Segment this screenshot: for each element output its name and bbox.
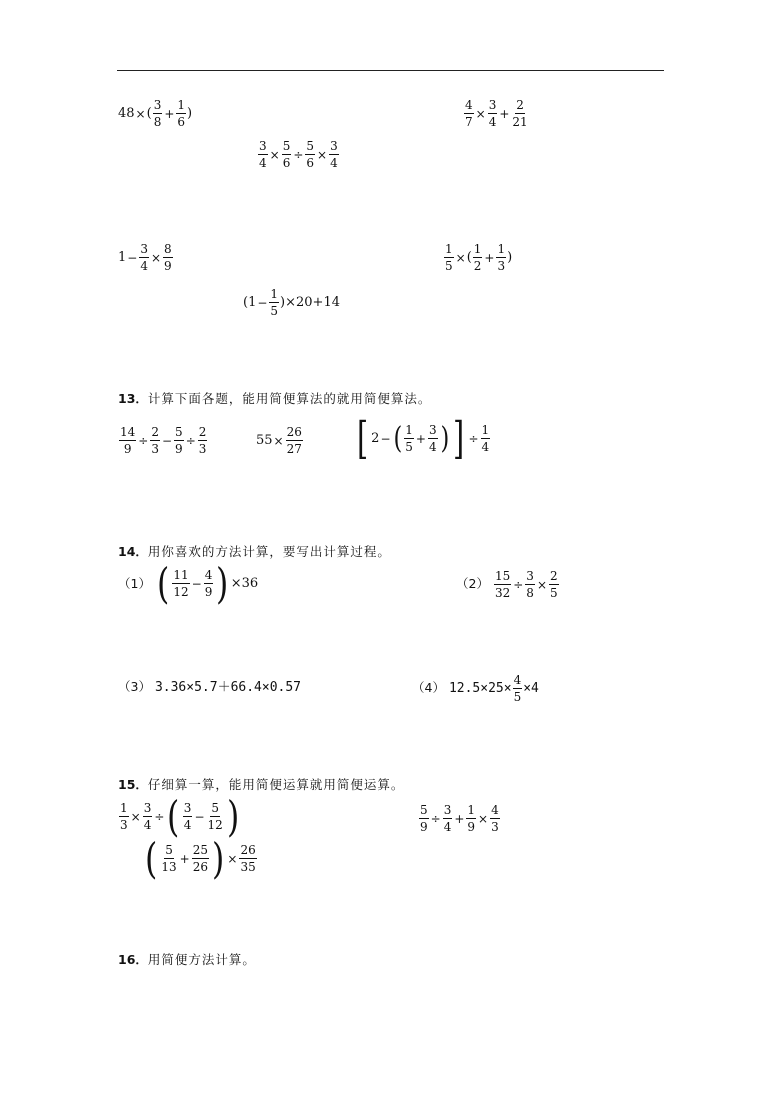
numerator: 4 [465, 98, 473, 112]
fraction [119, 426, 136, 455]
numerator: 1 [120, 801, 128, 816]
numerator: 8 [164, 242, 172, 256]
divide-sign: ÷ [293, 147, 304, 162]
numerator: 4 [513, 673, 522, 687]
denominator: 9 [175, 442, 183, 456]
fraction [153, 99, 163, 128]
fraction [490, 804, 500, 833]
fraction [258, 140, 268, 169]
numerator: 14 [120, 425, 136, 439]
numerator: 1 [177, 98, 186, 112]
paren: ) [187, 106, 193, 121]
paren: ( [392, 420, 402, 456]
times-sign: × [227, 851, 238, 866]
denominator: 5 [550, 586, 558, 600]
denominator: 32 [494, 586, 511, 600]
fraction [150, 426, 160, 455]
question-text: 仔细算一算，能用简便运算就用简便运算。 [147, 777, 405, 792]
fraction [481, 424, 491, 453]
fraction [176, 99, 186, 128]
numerator: 3 [183, 801, 192, 816]
plus-sign: + [179, 851, 190, 866]
q13-expr-1 [118, 426, 208, 455]
part-label: （4） [412, 680, 445, 696]
divide-sign: ÷ [468, 431, 479, 446]
numerator: 11 [173, 568, 189, 583]
fraction [511, 99, 528, 128]
numerator: 2 [516, 98, 524, 112]
fraction [172, 569, 189, 598]
fraction [269, 288, 279, 317]
fraction [496, 243, 506, 272]
plus-sign: + [415, 431, 426, 446]
bracket: ] [453, 413, 465, 464]
numerator: 5 [211, 801, 219, 816]
numerator: 4 [204, 568, 213, 583]
fraction [494, 570, 511, 599]
denominator: 5 [270, 304, 279, 318]
part-label: （2） [456, 576, 489, 592]
paren: ) [226, 792, 240, 841]
divide-sign: ÷ [138, 433, 149, 448]
expr-three-quarters-chain [257, 140, 340, 169]
numerator: 3 [153, 98, 162, 112]
q14-part-4 [412, 674, 539, 703]
question-number: 14． [118, 544, 148, 559]
numerator: 3 [143, 801, 152, 816]
denominator: 4 [143, 818, 152, 833]
fraction [163, 243, 173, 272]
denominator: 5 [513, 690, 522, 704]
q14-part-2 [456, 570, 560, 599]
fraction [428, 424, 438, 453]
denominator: 3 [198, 442, 207, 456]
fraction [204, 569, 214, 598]
decimal-expression: 12.5×25× [448, 681, 512, 696]
q14-part-1 [118, 559, 259, 608]
question-14-title [118, 542, 391, 560]
denominator: 13 [161, 860, 177, 875]
numerator: 5 [306, 139, 315, 153]
number: 55 [256, 433, 273, 448]
numerator: 3 [330, 139, 338, 153]
fraction [488, 99, 498, 128]
times-sign: × [273, 433, 284, 448]
denominator: 4 [443, 820, 452, 834]
denominator: 9 [420, 820, 428, 834]
denominator: 3 [497, 259, 506, 273]
question-16-title [118, 950, 256, 968]
minus-sign: − [257, 295, 268, 310]
question-text: 计算下面各题，能用简便算法的就用简便算法。 [147, 391, 432, 406]
numerator: 3 [443, 803, 452, 817]
denominator: 21 [512, 115, 528, 129]
numerator: 26 [286, 425, 302, 439]
times-sign: × [475, 106, 486, 121]
q13-expr-2 [256, 426, 304, 455]
q13-expr-3 [354, 413, 491, 464]
numerator: 1 [405, 423, 413, 438]
denominator: 6 [306, 156, 315, 170]
question-number: 16． [118, 952, 148, 967]
fraction [119, 802, 129, 831]
minus-sign: − [161, 433, 173, 448]
numerator: 1 [497, 242, 506, 256]
paren: ( [466, 250, 472, 265]
denominator: 8 [526, 586, 534, 600]
fraction [466, 804, 476, 833]
question-text: 用简便方法计算。 [147, 952, 256, 967]
question-text: 用你喜欢的方法计算，要写出计算过程。 [147, 544, 391, 559]
numerator: 1 [445, 242, 453, 256]
minus-sign: − [191, 576, 202, 591]
numerator: 5 [420, 803, 428, 817]
plus-sign: + [484, 250, 495, 265]
divide-sign: ÷ [430, 811, 441, 826]
denominator: 2 [473, 259, 482, 273]
denominator: 5 [445, 259, 453, 273]
denominator: 8 [153, 115, 162, 129]
fraction [139, 243, 149, 272]
fraction [239, 844, 256, 873]
expression-tail: )×20+14 [280, 295, 340, 310]
fraction [549, 570, 559, 599]
numerator: 2 [151, 425, 159, 439]
times-sign: × [135, 106, 146, 121]
part-label: （1） [118, 575, 151, 591]
denominator: 4 [183, 818, 192, 833]
numerator: 3 [488, 98, 497, 112]
denominator: 7 [465, 115, 473, 129]
fraction [404, 424, 414, 453]
minus-sign: − [194, 809, 205, 824]
divide-sign: ÷ [154, 809, 165, 824]
paren: ( [167, 792, 180, 841]
numerator: 25 [192, 843, 209, 858]
number: 48 [118, 106, 135, 121]
fraction [513, 674, 523, 703]
denominator: 9 [204, 585, 213, 600]
fraction [160, 844, 177, 873]
numerator: 5 [175, 425, 183, 439]
paren: ( [145, 834, 158, 883]
denominator: 4 [330, 156, 338, 170]
numerator: 1 [481, 423, 490, 438]
expression-tail: ×36 [230, 576, 259, 592]
question-15-title [118, 775, 404, 793]
denominator: 35 [240, 860, 256, 875]
plus-sign: + [164, 106, 175, 121]
question-number: 15． [118, 777, 148, 792]
expr-one-minus-fifth [243, 288, 340, 317]
denominator: 9 [164, 259, 172, 273]
paren: ( [146, 106, 152, 121]
plus-sign: + [499, 106, 510, 121]
numerator: 4 [491, 803, 499, 817]
denominator: 3 [151, 442, 159, 456]
denominator: 6 [177, 115, 186, 129]
expression-tail: ×4 [523, 681, 539, 696]
denominator: 4 [481, 440, 490, 455]
fraction [305, 140, 315, 169]
fraction [192, 844, 209, 873]
numerator: 3 [428, 423, 437, 438]
numerator: 5 [282, 139, 291, 153]
fraction [443, 804, 453, 833]
question-13-title [118, 389, 431, 407]
minus-sign: − [127, 250, 138, 265]
times-sign: × [269, 147, 280, 162]
number: (1 [243, 295, 257, 310]
number: 1 [118, 250, 127, 265]
fraction [282, 140, 292, 169]
times-sign: × [130, 809, 141, 824]
decimal-expression: 3.36×5.7＋66.4×0.57 [154, 680, 302, 695]
q15-expr-1 [118, 792, 241, 841]
numerator: 2 [198, 425, 207, 439]
denominator: 4 [259, 156, 267, 170]
paren: ) [507, 250, 513, 265]
bracket: [ [357, 413, 369, 464]
paren: ) [216, 559, 229, 608]
times-sign: × [455, 250, 466, 265]
numerator: 3 [140, 242, 148, 256]
denominator: 4 [488, 115, 497, 129]
divide-sign: ÷ [185, 433, 196, 448]
times-sign: × [536, 577, 547, 592]
plus-sign: + [454, 811, 465, 826]
denominator: 9 [467, 820, 476, 834]
fraction [464, 99, 474, 128]
denominator: 12 [207, 818, 223, 833]
denominator: 6 [282, 156, 291, 170]
numerator: 15 [494, 569, 511, 583]
fraction [174, 426, 184, 455]
fraction [198, 426, 208, 455]
denominator: 4 [140, 259, 148, 273]
expr-one-fifth-times-sum [443, 243, 512, 272]
number: 2 [371, 431, 380, 447]
numerator: 3 [259, 139, 267, 153]
fraction [473, 243, 483, 272]
fraction [183, 802, 193, 831]
denominator: 3 [491, 820, 499, 834]
numerator: 2 [550, 569, 558, 583]
denominator: 3 [120, 818, 128, 833]
q14-part-3 [118, 681, 301, 694]
fraction [525, 570, 535, 599]
part-label: （3） [118, 679, 151, 695]
times-sign: × [150, 250, 162, 265]
denominator: 12 [173, 585, 189, 600]
fraction [329, 140, 339, 169]
expr-one-minus [118, 243, 174, 272]
expr-four-sevenths [463, 99, 530, 128]
fraction [444, 243, 454, 272]
numerator: 26 [240, 843, 256, 858]
header-rule [117, 70, 664, 71]
numerator: 1 [270, 287, 279, 301]
fraction [207, 802, 224, 831]
fraction [419, 804, 429, 833]
denominator: 26 [192, 860, 209, 875]
fraction [143, 802, 153, 831]
paren: ) [212, 834, 225, 883]
divide-sign: ÷ [513, 577, 524, 592]
numerator: 5 [165, 843, 173, 858]
numerator: 1 [467, 803, 476, 817]
fraction [286, 426, 303, 455]
numerator: 1 [473, 242, 482, 256]
paren: ) [440, 420, 449, 456]
expr-48-times-sum [118, 99, 192, 128]
denominator: 5 [405, 440, 413, 455]
q15-expr-3 [143, 834, 258, 883]
times-sign: × [478, 811, 489, 826]
denominator: 27 [286, 442, 302, 456]
denominator: 9 [123, 442, 132, 456]
minus-sign: − [380, 431, 391, 446]
paren: ( [157, 559, 170, 608]
denominator: 4 [428, 440, 437, 455]
times-sign: × [317, 147, 328, 162]
question-number: 13． [118, 391, 148, 406]
q15-expr-2 [418, 804, 501, 833]
numerator: 3 [526, 569, 534, 583]
